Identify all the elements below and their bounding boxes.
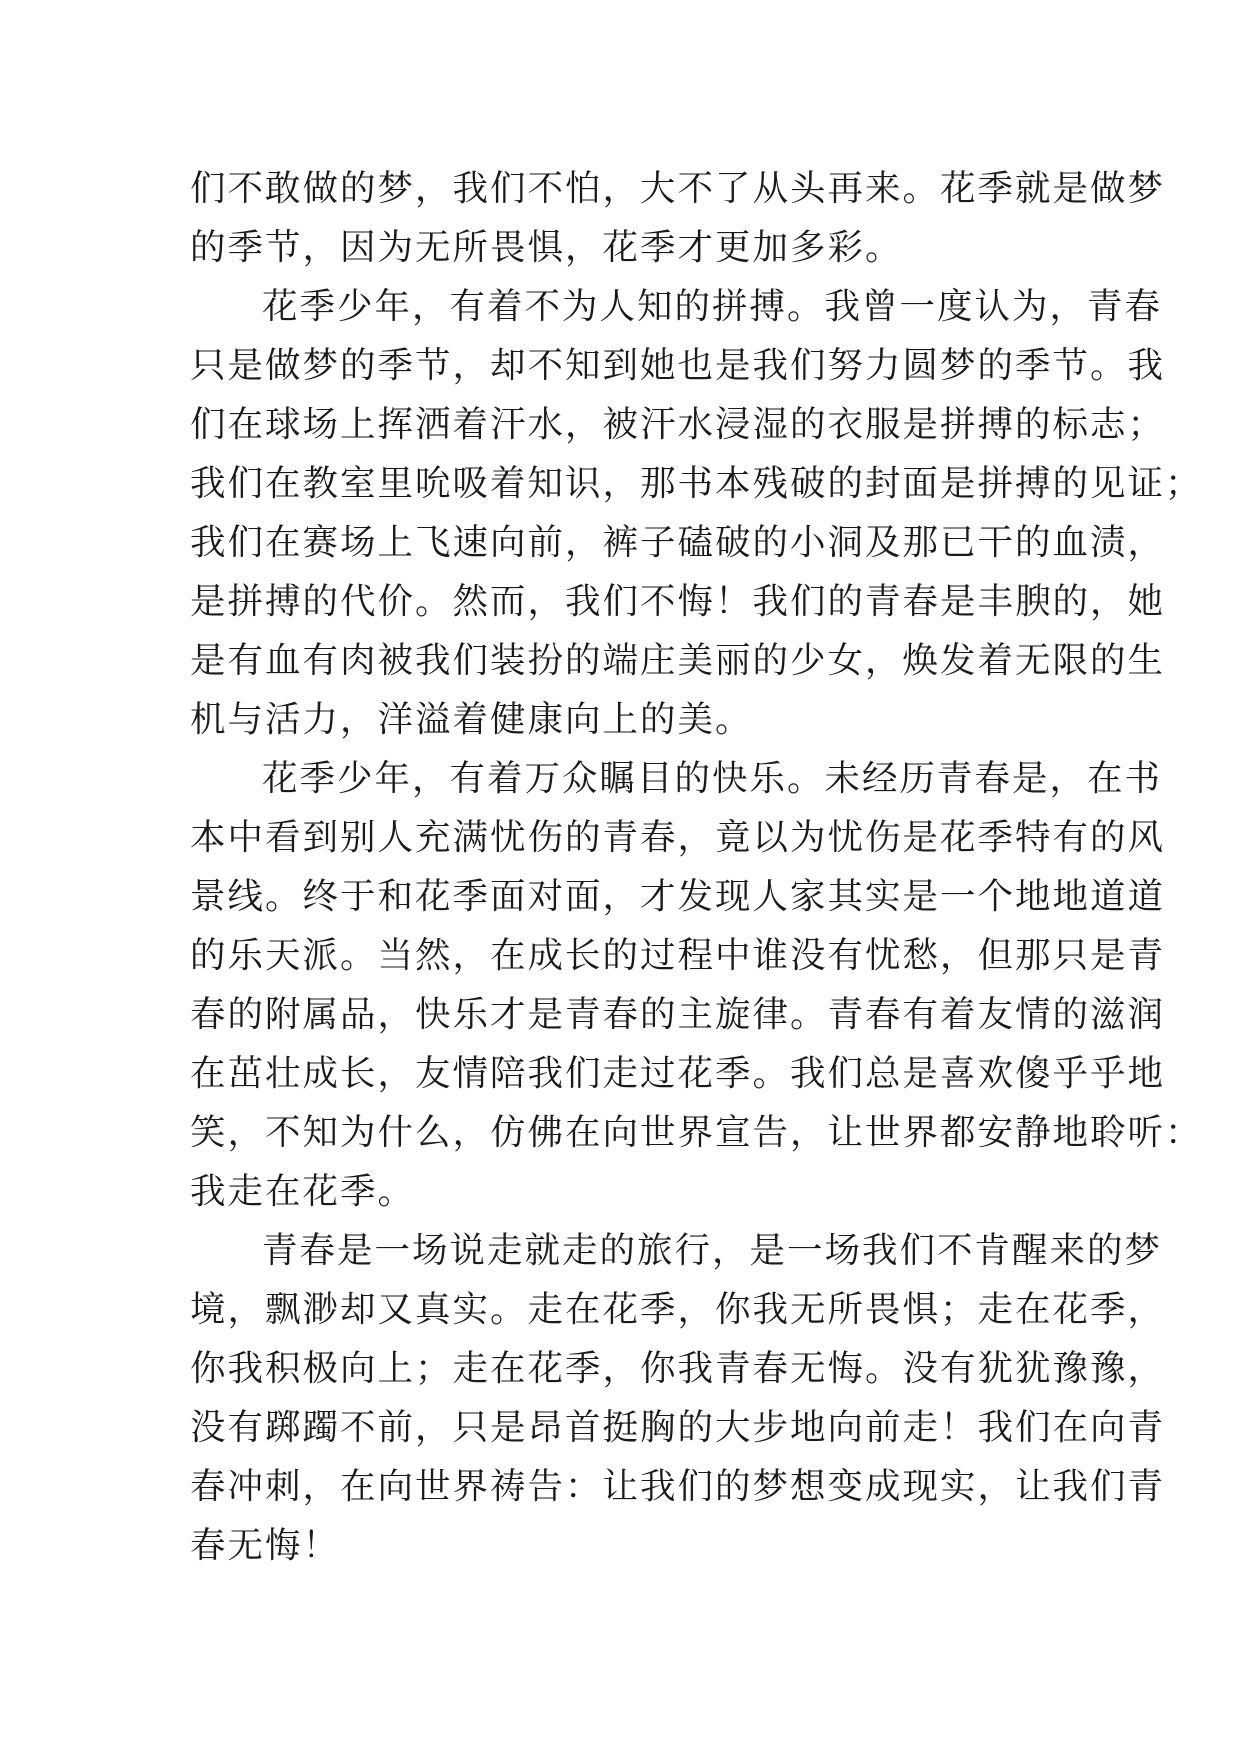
paragraph-line: 没有踯躅不前，只是昂首挺胸的大步地向前走！我们在向青 <box>190 1407 1166 1448</box>
paragraph-line: 我走在花季。 <box>190 1171 416 1212</box>
paragraph-line: 的季节，因为无所畏惧，花季才更加多彩。 <box>190 227 903 268</box>
paragraph <box>190 277 1203 749</box>
paragraph-line: 只是做梦的季节，却不知到她也是我们努力圆梦的季节。我 <box>190 345 1166 386</box>
paragraph-line: 春冲刺，在向世界祷告：让我们的梦想变成现实，让我们青 <box>190 1466 1166 1507</box>
paragraph-line: 我们在赛场上飞速向前，裤子磕破的小洞及那已干的血渍， <box>190 522 1166 563</box>
paragraph <box>190 749 1203 1221</box>
paragraph-line: 是有血有肉被我们装扮的端庄美丽的少女，焕发着无限的生 <box>190 640 1166 681</box>
paragraph-line: 春的附属品，快乐才是青春的主旋律。青春有着友情的滋润 <box>190 994 1166 1035</box>
paragraph-line: 景线。终于和花季面对面，才发现人家其实是一个地地道道 <box>190 876 1166 917</box>
paragraph-line: 我们在教室里吮吸着知识，那书本残破的封面是拼搏的见证； <box>190 463 1203 504</box>
paragraph-line: 花季少年，有着不为人知的拼搏。我曾一度认为，青春 <box>262 286 1163 327</box>
paragraph-line: 是拼搏的代价。然而，我们不悔！我们的青春是丰腴的，她 <box>190 581 1166 622</box>
paragraph-line: 春无悔！ <box>190 1525 341 1566</box>
document-body <box>190 159 1203 1575</box>
paragraph-line: 青春是一场说走就走的旅行，是一场我们不肯醒来的梦 <box>262 1230 1163 1271</box>
paragraph-line: 在茁壮成长，友情陪我们走过花季。我们总是喜欢傻乎乎地 <box>190 1053 1166 1094</box>
paragraph-line: 本中看到别人充满忧伤的青春，竟以为忧伤是花季特有的风 <box>190 817 1166 858</box>
paragraph-line: 笑，不知为什么，仿佛在向世界宣告，让世界都安静地聆听： <box>190 1112 1203 1153</box>
paragraph-line: 你我积极向上；走在花季，你我青春无悔。没有犹犹豫豫， <box>190 1348 1166 1389</box>
paragraph-line: 机与活力，洋溢着健康向上的美。 <box>190 699 753 740</box>
paragraph-line: 们不敢做的梦，我们不怕，大不了从头再来。花季就是做梦 <box>190 168 1166 209</box>
paragraph-line: 们在球场上挥洒着汗水，被汗水浸湿的衣服是拼搏的标志； <box>190 404 1166 445</box>
paragraph-line: 境，飘渺却又真实。走在花季，你我无所畏惧；走在花季， <box>190 1289 1166 1330</box>
paragraph-line: 花季少年，有着万众瞩目的快乐。未经历青春是，在书 <box>262 758 1163 799</box>
paragraph-line: 的乐天派。当然，在成长的过程中谁没有忧愁，但那只是青 <box>190 935 1166 976</box>
paragraph <box>190 1221 1166 1575</box>
paragraph <box>190 159 1166 277</box>
